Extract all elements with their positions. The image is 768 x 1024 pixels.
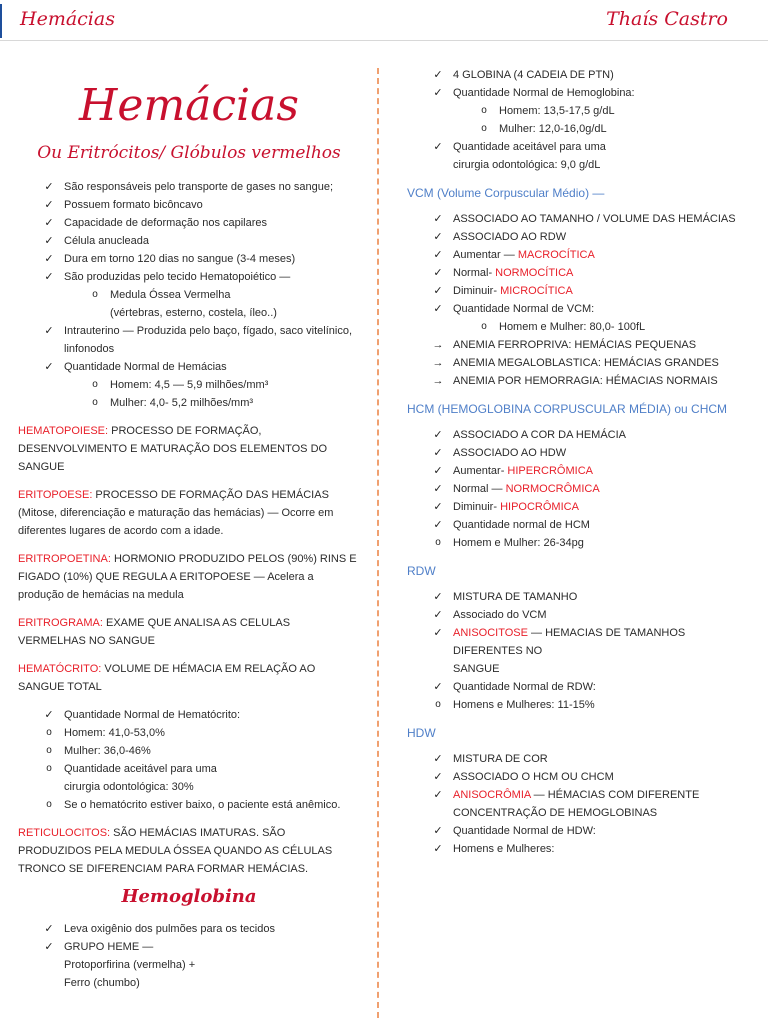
check-icon: ✓ xyxy=(44,941,54,953)
eritopoese-text: PROCESSO DE FORMAÇÃO DAS HEMÁCIAS (Mitose, diferenciação e maturação das hemácias) — Ocorre em diferentes lugares de acordo com a idade. xyxy=(18,489,334,537)
list-item xyxy=(407,534,752,552)
check-icon: ✓ xyxy=(433,285,443,297)
term-eritropoetina: ERITROPOETINA: xyxy=(18,553,111,565)
list-item xyxy=(18,340,360,358)
list-item-text: São responsáveis pelo transporte de gases no sangue; xyxy=(64,181,334,193)
check-icon: ✓ xyxy=(44,253,54,265)
list-item xyxy=(407,588,752,606)
list-item xyxy=(407,336,752,354)
check-icon: ✓ xyxy=(433,609,443,621)
list-item-text: Homem: 41,0-53,0% xyxy=(64,727,165,739)
rdw-heading: RDW xyxy=(407,564,436,578)
check-icon: ✓ xyxy=(433,447,443,459)
list-item-text: ASSOCIADO AO TAMANHO / VOLUME DAS HEMÁCIAS xyxy=(453,213,736,225)
list-item-text: Quantidade Normal de VCM: xyxy=(453,303,595,315)
list-item xyxy=(407,246,752,264)
list-item xyxy=(407,606,752,624)
list-item xyxy=(18,286,360,304)
list-item-text: Medula Óssea Vermelha xyxy=(110,289,231,301)
hematocrito-text: VOLUME DE HÉMACIA EM RELAÇÃO AO SANGUE TOTAL xyxy=(18,663,316,693)
list-item xyxy=(407,498,752,516)
list-item-text: ANEMIA POR HEMORRAGIA: HÉMACIAS NORMAIS xyxy=(453,375,718,387)
term-hematopoiese: HEMATOPOIESE: xyxy=(18,425,109,437)
list-item-text: Homens e Mulheres: 11-15% xyxy=(453,699,595,711)
header-accent-bar xyxy=(0,4,2,38)
list-item xyxy=(18,376,360,394)
list-item-highlight: NORMOCÍTICA xyxy=(495,267,574,279)
circle-bullet-icon: o xyxy=(481,123,487,134)
list-item-text: Leva oxigênio dos pulmões para os tecidos xyxy=(64,923,275,935)
circle-bullet-icon: o xyxy=(46,763,52,774)
list-item-text: Protoporfirina (vermelha) + xyxy=(64,959,196,971)
list-item xyxy=(407,228,752,246)
list-item-text: Homem: 13,5-17,5 g/dL xyxy=(499,105,615,117)
header-title: Hemácias xyxy=(20,8,115,30)
list-item-highlight: NORMOCRÔMICA xyxy=(505,483,600,495)
check-icon: ✓ xyxy=(433,519,443,531)
circle-bullet-icon: o xyxy=(435,537,441,548)
check-icon: ✓ xyxy=(433,771,443,783)
check-icon: ✓ xyxy=(44,923,54,935)
list-item-text: Quantidade Normal de RDW: xyxy=(453,681,596,693)
list-item-text: Ferro (chumbo) xyxy=(64,977,140,989)
column-divider xyxy=(377,68,379,1018)
reticulocitos-paragraph xyxy=(18,824,360,878)
list-item-text: Quantidade Normal de Hematócrito: xyxy=(64,709,241,721)
list-item xyxy=(18,760,360,778)
hematocrito-paragraph xyxy=(18,660,360,696)
list-item xyxy=(407,426,752,444)
hcm-heading: HCM (HEMOGLOBINA CORPUSCULAR MÉDIA) ou CHCM xyxy=(407,402,728,416)
check-icon: ✓ xyxy=(433,465,443,477)
check-icon: ✓ xyxy=(433,825,443,837)
list-item-text: Quantidade Normal de Hemácias xyxy=(64,361,227,373)
arrow-right-icon: → xyxy=(432,357,444,369)
list-item xyxy=(407,318,752,336)
term-eritrograma: ERITROGRAMA: xyxy=(18,617,103,629)
list-item xyxy=(407,696,752,714)
list-item-text: Homem: 4,5 — 5,9 milhões/mm³ xyxy=(110,379,269,391)
check-icon: ✓ xyxy=(433,753,443,765)
list-item xyxy=(407,462,752,480)
hemacias-bullet-list xyxy=(18,178,360,412)
list-item-text: ASSOCIADO AO RDW xyxy=(453,231,567,243)
list-item xyxy=(18,796,360,814)
list-item xyxy=(18,956,360,974)
list-item-text: Quantidade aceitável para uma xyxy=(64,763,217,775)
check-icon: ✓ xyxy=(433,591,443,603)
check-icon: ✓ xyxy=(44,271,54,283)
list-item-text: Homem e Mulher: 80,0- 100fL xyxy=(499,321,646,333)
term-hematocrito: HEMATÓCRITO: xyxy=(18,663,102,675)
list-item-text: Quantidade Normal de Hemoglobina: xyxy=(453,87,635,99)
list-item xyxy=(407,822,752,840)
check-icon: ✓ xyxy=(433,789,443,801)
list-item xyxy=(18,178,360,196)
hemoglobina-list xyxy=(18,920,360,992)
list-item xyxy=(18,778,360,796)
list-item-text: Se o hematócrito estiver baixo, o paciente está anêmico. xyxy=(64,799,341,811)
list-item xyxy=(407,120,752,138)
list-item-text: ASSOCIADO AO HDW xyxy=(453,447,567,459)
list-item-text: Mulher: 36,0-46% xyxy=(64,745,151,757)
hematopoiese-paragraph xyxy=(18,422,360,476)
list-item xyxy=(407,300,752,318)
check-icon: ✓ xyxy=(433,69,443,81)
list-item-highlight: ANISOCITOSE xyxy=(453,627,528,639)
check-icon: ✓ xyxy=(433,267,443,279)
term-eritopoese: ERITOPOESE: xyxy=(18,489,93,501)
check-icon: ✓ xyxy=(44,181,54,193)
check-icon: ✓ xyxy=(433,483,443,495)
rdw-list xyxy=(407,588,752,714)
list-item-text: Normal- xyxy=(453,267,496,279)
check-icon: ✓ xyxy=(433,501,443,513)
list-item-text: Aumentar- xyxy=(453,465,508,477)
arrow-right-icon: → xyxy=(432,375,444,387)
page-title: Hemácias xyxy=(79,80,299,131)
list-item-text: MISTURA DE COR xyxy=(453,753,548,765)
hdw-list xyxy=(407,750,752,858)
list-item xyxy=(407,840,752,858)
list-item xyxy=(407,66,752,84)
eritopoese-paragraph xyxy=(18,486,360,540)
page-subtitle: Ou Eritrócitos/ Glóbulos vermelhos xyxy=(37,143,341,163)
list-item-text: 4 GLOBINA (4 CADEIA DE PTN) xyxy=(453,69,614,81)
list-item-text: SANGUE xyxy=(453,663,500,675)
list-item-text: Mulher: 12,0-16,0g/dL xyxy=(499,123,607,135)
circle-bullet-icon: o xyxy=(481,105,487,116)
list-item-text: Homens e Mulheres: xyxy=(453,843,555,855)
check-icon: ✓ xyxy=(433,249,443,261)
list-item xyxy=(18,742,360,760)
circle-bullet-icon: o xyxy=(92,289,98,300)
list-item-text: Normal — xyxy=(453,483,506,495)
list-item-text: — HEMACIAS DE TAMANHOS DIFERENTES NO xyxy=(453,627,686,657)
list-item-text: Mulher: 4,0- 5,2 milhões/mm³ xyxy=(110,397,254,409)
list-item-text: — HÉMACIAS COM DIFERENTE xyxy=(530,789,700,801)
check-icon: ✓ xyxy=(44,199,54,211)
list-item xyxy=(18,268,360,286)
list-item xyxy=(18,706,360,724)
list-item xyxy=(407,624,752,660)
hcm-list xyxy=(407,426,752,552)
list-item-text: CONCENTRAÇÃO DE HEMOGLOBINAS xyxy=(453,807,658,819)
list-item-text: Associado do VCM xyxy=(453,609,547,621)
list-item xyxy=(407,138,752,156)
list-item-highlight: MICROCÍTICA xyxy=(500,285,573,297)
list-item xyxy=(18,250,360,268)
list-item-text: Possuem formato bicôncavo xyxy=(64,199,203,211)
circle-bullet-icon: o xyxy=(481,321,487,332)
check-icon: ✓ xyxy=(433,303,443,315)
list-item-text: Diminuir- xyxy=(453,285,501,297)
list-item-text: linfonodos xyxy=(64,343,115,355)
left-column xyxy=(18,72,360,992)
list-item-text: Quantidade normal de HCM xyxy=(453,519,590,531)
list-item xyxy=(407,354,752,372)
list-item xyxy=(407,102,752,120)
check-icon: ✓ xyxy=(44,235,54,247)
list-item-text: Aumentar — xyxy=(453,249,518,261)
list-item-text: Quantidade Normal de HDW: xyxy=(453,825,596,837)
list-item xyxy=(18,358,360,376)
list-item xyxy=(407,372,752,390)
vcm-list xyxy=(407,210,752,390)
list-item xyxy=(18,196,360,214)
check-icon: ✓ xyxy=(433,87,443,99)
list-item xyxy=(407,480,752,498)
list-item-text: GRUPO HEME — xyxy=(64,941,154,953)
list-item xyxy=(407,678,752,696)
hematopoiese-text: PROCESSO DE FORMAÇÃO, DESENVOLVIMENTO E MATURAÇÃO DOS ELEMENTOS DO SANGUE xyxy=(18,425,328,473)
eritropoetina-text: HORMONIO PRODUZIDO PELOS (90%) RINS E FIGADO (10%) QUE REGULA A ERITOPOESE — Acelera a produção de hemácias na medula xyxy=(18,553,357,601)
list-item-highlight: HIPERCRÔMICA xyxy=(507,465,593,477)
list-item xyxy=(407,660,752,678)
check-icon: ✓ xyxy=(433,231,443,243)
list-item xyxy=(18,920,360,938)
check-icon: ✓ xyxy=(433,141,443,153)
list-item xyxy=(407,750,752,768)
check-icon: ✓ xyxy=(433,213,443,225)
list-item xyxy=(18,974,360,992)
list-item-text: cirurgia odontológica: 30% xyxy=(64,781,194,793)
list-item-text: Diminuir- xyxy=(453,501,501,513)
check-icon: ✓ xyxy=(433,681,443,693)
globina-list xyxy=(407,66,752,174)
circle-bullet-icon: o xyxy=(46,745,52,756)
list-item xyxy=(18,394,360,412)
arrow-right-icon: → xyxy=(432,339,444,351)
list-item-text: Homem e Mulher: 26-34pg xyxy=(453,537,584,549)
list-item xyxy=(407,84,752,102)
check-icon: ✓ xyxy=(433,429,443,441)
list-item-text: São produzidas pelo tecido Hematopoiético — xyxy=(64,271,291,283)
hematocrito-list xyxy=(18,706,360,814)
list-item xyxy=(18,214,360,232)
list-item-text: cirurgia odontológica: 9,0 g/dL xyxy=(453,159,601,171)
list-item-text: Célula anucleada xyxy=(64,235,150,247)
list-item xyxy=(18,304,360,322)
check-icon: ✓ xyxy=(44,361,54,373)
list-item-text: ANEMIA MEGALOBLASTICA: HEMÁCIAS GRANDES xyxy=(453,357,719,369)
hdw-heading: HDW xyxy=(407,726,436,740)
list-item xyxy=(407,768,752,786)
circle-bullet-icon: o xyxy=(46,799,52,810)
list-item-highlight: ANISOCRÔMIA xyxy=(453,789,531,801)
list-item xyxy=(18,232,360,250)
check-icon: ✓ xyxy=(433,843,443,855)
check-icon: ✓ xyxy=(44,217,54,229)
circle-bullet-icon: o xyxy=(92,379,98,390)
list-item-text: ASSOCIADO O HCM OU CHCM xyxy=(453,771,614,783)
eritropoetina-paragraph xyxy=(18,550,360,604)
list-item xyxy=(407,804,752,822)
circle-bullet-icon: o xyxy=(92,397,98,408)
list-item-text: Quantidade aceitável para uma xyxy=(453,141,606,153)
list-item-highlight: MACROCÍTICA xyxy=(517,249,595,261)
list-item-text: (vértebras, esterno, costela, íleo..) xyxy=(110,307,277,319)
list-item-text: ASSOCIADO A COR DA HEMÁCIA xyxy=(453,429,626,441)
term-reticulocitos: RETICULOCITOS: xyxy=(18,827,111,839)
eritrograma-text: EXAME QUE ANALISA AS CELULAS VERMELHAS NO SANGUE xyxy=(18,617,291,647)
list-item-text: MISTURA DE TAMANHO xyxy=(453,591,578,603)
list-item xyxy=(407,210,752,228)
check-icon: ✓ xyxy=(44,709,54,721)
list-item xyxy=(407,264,752,282)
circle-bullet-icon: o xyxy=(435,699,441,710)
list-item-text: Capacidade de deformação nos capilares xyxy=(64,217,268,229)
check-icon: ✓ xyxy=(433,627,443,639)
list-item xyxy=(18,322,360,340)
hemoglobina-heading: Hemoglobina xyxy=(121,886,257,907)
eritrograma-paragraph xyxy=(18,614,360,650)
list-item xyxy=(407,444,752,462)
list-item xyxy=(407,156,752,174)
circle-bullet-icon: o xyxy=(46,727,52,738)
list-item-text: ANEMIA FERROPRIVA: HEMÁCIAS PEQUENAS xyxy=(453,339,697,351)
list-item-text: Dura em torno 120 dias no sangue (3-4 meses) xyxy=(64,253,296,265)
check-icon: ✓ xyxy=(44,325,54,337)
list-item-text: Intrauterino — Produzida pelo baço, fígado, saco vitelínico, xyxy=(64,325,353,337)
list-item xyxy=(407,516,752,534)
reticulocitos-text: SÃO HEMÁCIAS IMATURAS. SÃO PRODUZIDOS PELA MEDULA ÓSSEA QUANDO AS CÉLULAS TRONCO SE DIFERENCIAM PARA FORMAR HEMÁCIAS. xyxy=(18,827,333,875)
right-column xyxy=(407,66,752,858)
list-item xyxy=(18,938,360,956)
vcm-heading: VCM (Volume Corpuscular Médio) — xyxy=(407,186,605,200)
list-item xyxy=(407,282,752,300)
list-item xyxy=(18,724,360,742)
list-item xyxy=(407,786,752,804)
header-author: Thaís Castro xyxy=(606,8,728,30)
list-item-highlight: HIPOCRÔMICA xyxy=(500,501,579,513)
